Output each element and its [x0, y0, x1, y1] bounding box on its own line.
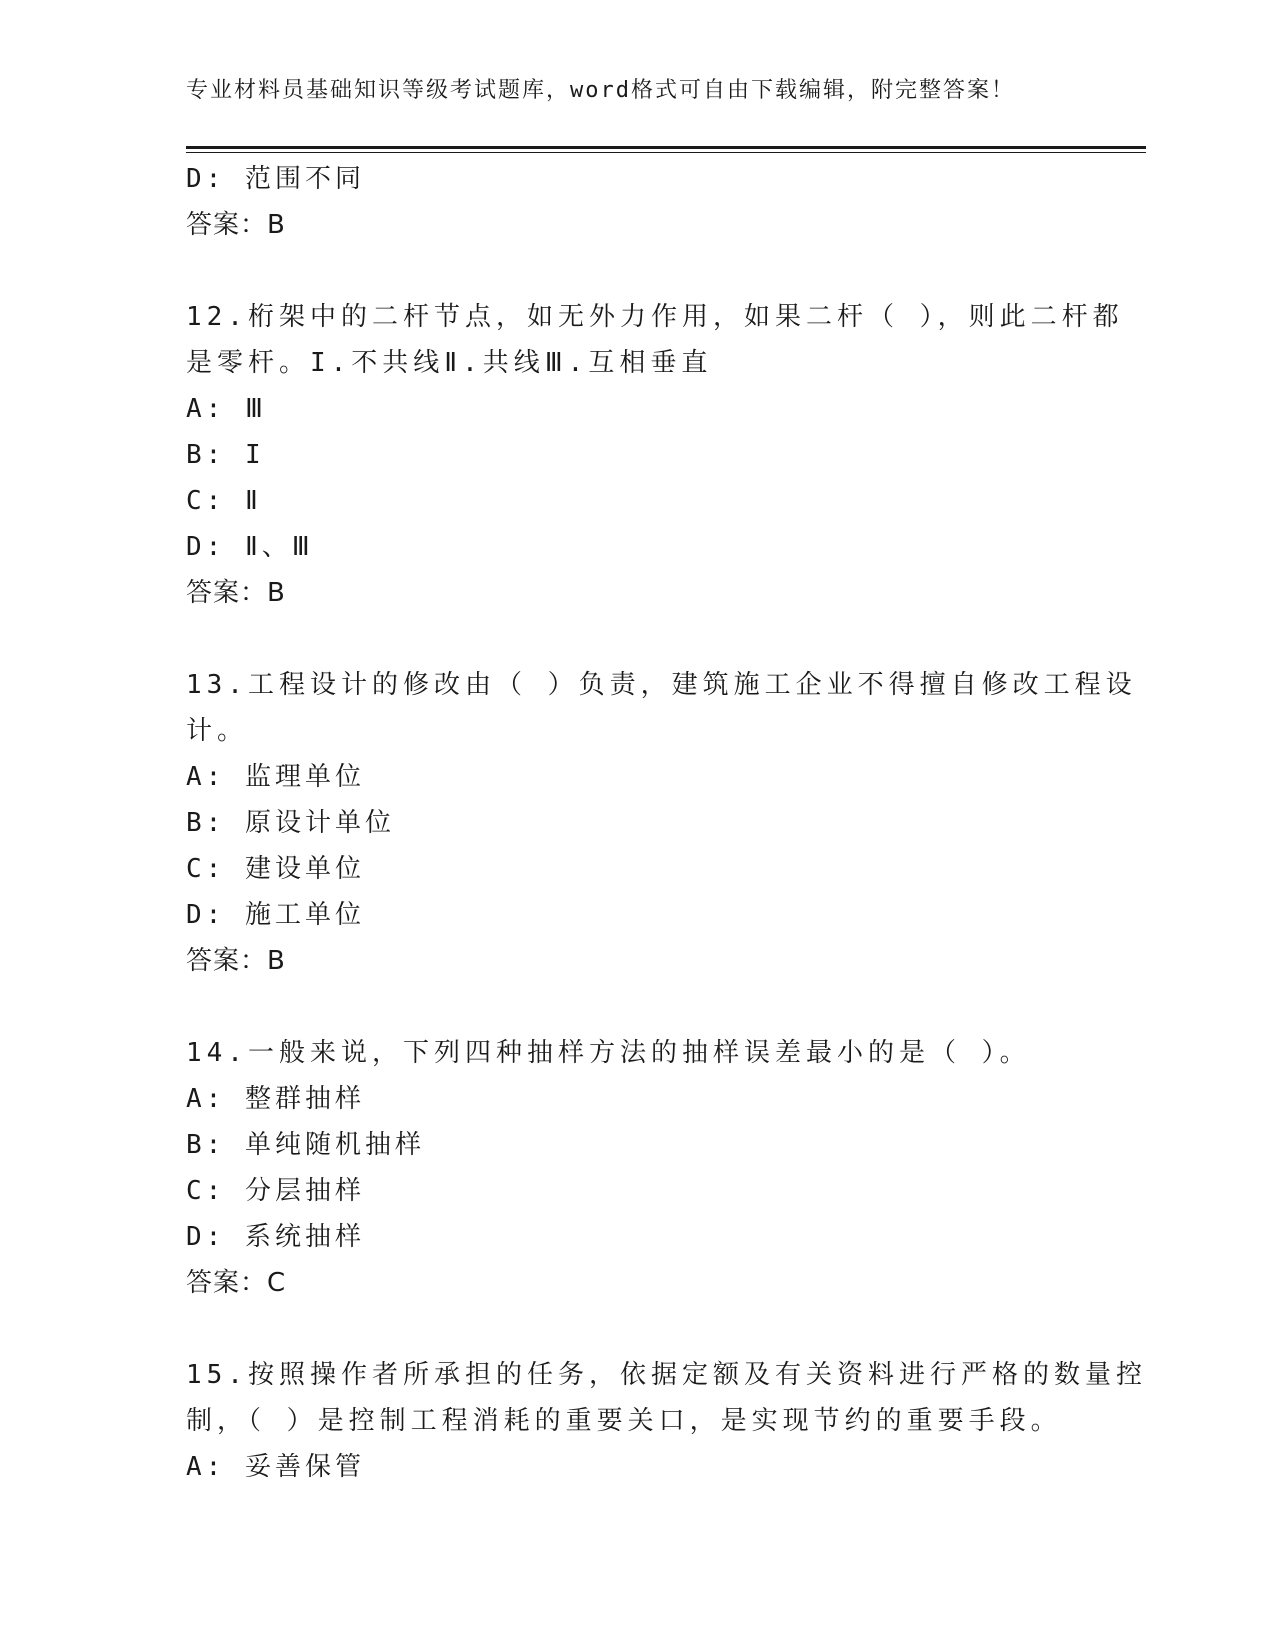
- question-stem: 12.桁架中的二杆节点，如无外力作用，如果二杆（ ），则此二杆都: [186, 302, 1124, 332]
- question-stem: 是零杆。I.不共线Ⅱ.共线Ⅲ.互相垂直: [186, 348, 713, 378]
- option-a: A: 妥善保管: [186, 1452, 365, 1482]
- answer: 答案：B: [186, 578, 286, 608]
- question-stem: 13.工程设计的修改由（ ）负责，建筑施工企业不得擅自修改工程设: [186, 670, 1137, 700]
- option-b: B: 单纯随机抽样: [186, 1130, 425, 1160]
- option-c: C: 建设单位: [186, 854, 365, 884]
- option-c: C: 分层抽样: [186, 1176, 365, 1206]
- document-body: [186, 156, 1147, 1490]
- page-header: 专业材料员基础知识等级考试题库，word格式可自由下载编辑，附完整答案！: [186, 78, 1015, 103]
- option-d: D: 施工单位: [186, 900, 365, 930]
- question-13: [186, 662, 1137, 754]
- question-15: [186, 1352, 1147, 1444]
- option-d: D: Ⅱ、Ⅲ: [186, 532, 314, 562]
- question-stem: 15.按照操作者所承担的任务，依据定额及有关资料进行严格的数量控: [186, 1360, 1147, 1390]
- option-d: D: 范围不同: [186, 164, 365, 194]
- header-divider-thick: [186, 146, 1146, 149]
- header-divider-thin: [186, 152, 1146, 153]
- option-b: B: 原设计单位: [186, 808, 395, 838]
- question-stem: 计。: [186, 716, 249, 746]
- option-a: A: 整群抽样: [186, 1084, 365, 1114]
- answer: 答案：C: [186, 1268, 287, 1298]
- option-d: D: 系统抽样: [186, 1222, 365, 1252]
- option-c: C: Ⅱ: [186, 486, 262, 516]
- answer: 答案：B: [186, 946, 286, 976]
- question-stem: 14.一般来说，下列四种抽样方法的抽样误差最小的是（ ）。: [186, 1038, 1031, 1068]
- question-12: [186, 294, 1124, 386]
- option-b: B: I: [186, 440, 265, 470]
- answer: 答案：B: [186, 210, 286, 240]
- option-a: A: Ⅲ: [186, 394, 267, 424]
- question-14: [186, 1030, 1086, 1076]
- option-a: A: 监理单位: [186, 762, 365, 792]
- question-stem: 制，（ ）是控制工程消耗的重要关口，是实现节约的重要手段。: [186, 1406, 1062, 1436]
